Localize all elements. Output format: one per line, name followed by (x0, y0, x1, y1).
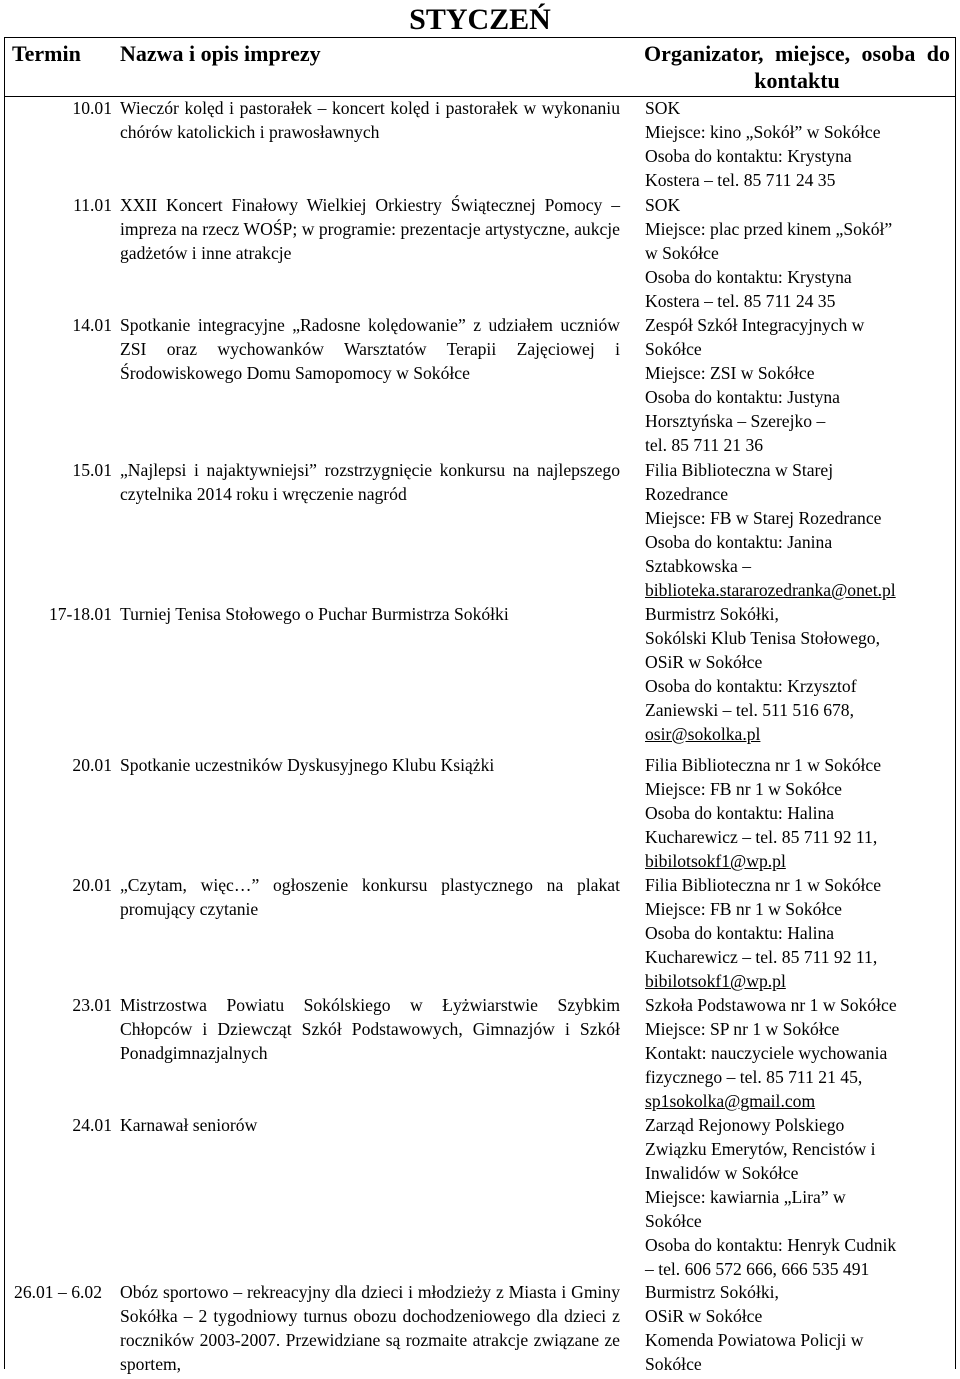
organizer-line: Kucharewicz – tel. 85 711 92 11, (645, 947, 878, 967)
month-title: STYCZEŃ (409, 3, 551, 36)
event-description: Turniej Tenisa Stołowego o Puchar Burmistrza Sokółki (120, 604, 509, 624)
table-row (0, 602, 960, 753)
organizer-line: Sokółce (645, 1354, 702, 1374)
event-description: Spotkanie integracyjne „Radosne kolędowanie” z udziałem uczniów ZSI oraz wychowanków Warsztatów Terapii Zajęciowej i Środowiskowego Domu Samopomocy w Sokółce (120, 315, 620, 383)
event-organizer (645, 313, 953, 457)
event-description: Spotkanie uczestników Dyskusyjnego Klubu Książki (120, 755, 495, 775)
organizer-line: Miejsce: plac przed kinem „Sokół” (645, 219, 893, 239)
organizer-line: w Sokółce (645, 243, 719, 263)
organizer-line: Filia Biblioteczna nr 1 w Sokółce (645, 755, 882, 775)
organizer-line: Osoba do kontaktu: Krystyna (645, 267, 852, 287)
organizer-line: Kostera – tel. 85 711 24 35 (645, 291, 836, 311)
event-organizer (645, 993, 953, 1113)
table-top-border (4, 37, 956, 38)
organizer-line: Zaniewski – tel. 511 516 678, (645, 700, 854, 720)
table-row (0, 1280, 960, 1379)
organizer-line: Osoba do kontaktu: Janina (645, 532, 833, 552)
event-date: 20.01 (72, 755, 112, 775)
event-organizer (645, 96, 953, 192)
table-row (0, 96, 960, 193)
organizer-line: Zarząd Rejonowy Polskiego (645, 1115, 845, 1135)
header-date: Termin (12, 41, 81, 66)
event-organizer (645, 193, 953, 313)
organizer-line: SOK (645, 98, 681, 118)
organizer-line: Sokółce (645, 339, 702, 359)
organizer-line: Miejsce: SP nr 1 w Sokółce (645, 1019, 840, 1039)
table-row (0, 193, 960, 313)
organizer-line: – tel. 606 572 666, 666 535 491 (645, 1259, 870, 1279)
table-row (0, 458, 960, 602)
organizer-email-link[interactable]: osir@sokolka.pl (645, 724, 761, 744)
event-organizer (645, 1280, 953, 1376)
organizer-line: Kostera – tel. 85 711 24 35 (645, 170, 836, 190)
event-organizer (645, 602, 953, 746)
table-row (0, 1113, 960, 1280)
organizer-line: Osoba do kontaktu: Justyna (645, 387, 840, 407)
event-description: „Czytam, więc…” ogłoszenie konkursu plastycznego na plakat promujący czytanie (120, 875, 620, 919)
organizer-line: OSiR w Sokółce (645, 1306, 763, 1326)
organizer-line: Miejsce: FB nr 1 w Sokółce (645, 899, 842, 919)
event-organizer (645, 753, 953, 873)
organizer-email-link[interactable]: sp1sokolka@gmail.com (645, 1091, 816, 1111)
organizer-line: Filia Biblioteczna w Starej (645, 460, 834, 480)
event-description: Obóz sportowo – rekreacyjny dla dzieci i młodzieży z Miasta i Gminy Sokółka – 2 tygodniowy turnus obozu dochodzeniowego dla dzieci z roczników 2003-2007. Przewidziane są rozmaite atrakcje związane ze sportem, (120, 1282, 620, 1374)
organizer-line: Zespół Szkół Integracyjnych w (645, 315, 865, 335)
event-date: 11.01 (73, 195, 112, 215)
event-organizer (645, 458, 953, 602)
organizer-line: Osoba do kontaktu: Halina (645, 803, 835, 823)
event-date: 26.01 – 6.02 (14, 1282, 102, 1302)
organizer-line: tel. 85 711 21 36 (645, 435, 764, 455)
table-row (0, 753, 960, 873)
organizer-line: Horsztyńska – Szerejko – (645, 411, 826, 431)
events-table (0, 96, 960, 1379)
organizer-line: Sokółce (645, 1211, 702, 1231)
organizer-line: Osoba do kontaktu: Halina (645, 923, 835, 943)
event-date: 10.01 (72, 98, 112, 118)
organizer-line: Miejsce: FB w Starej Rozedrance (645, 508, 882, 528)
organizer-line: Rozedrance (645, 484, 729, 504)
organizer-line: Inwalidów w Sokółce (645, 1163, 799, 1183)
table-row (0, 873, 960, 993)
organizer-line: Miejsce: kino „Sokół” w Sokółce (645, 122, 881, 142)
organizer-line: fizycznego – tel. 85 711 21 45, (645, 1067, 863, 1087)
table-row (0, 993, 960, 1113)
header-organizer: Organizator, miejsce, osoba do kontaktu (644, 41, 950, 93)
organizer-line: Miejsce: FB nr 1 w Sokółce (645, 779, 842, 799)
organizer-email-link[interactable]: biblioteka.stararozedranka@onet.pl (645, 580, 896, 600)
organizer-line: Osoba do kontaktu: Krzysztof (645, 676, 857, 696)
organizer-line: Kontakt: nauczyciele wychowania (645, 1043, 888, 1063)
organizer-line: Osoba do kontaktu: Krystyna (645, 146, 852, 166)
event-date: 20.01 (72, 875, 112, 895)
event-description: Karnawał seniorów (120, 1115, 258, 1135)
header-event: Nazwa i opis imprezy (120, 41, 321, 66)
event-organizer (645, 1113, 953, 1281)
event-date: 14.01 (72, 315, 112, 335)
event-date: 15.01 (72, 460, 112, 480)
organizer-line: Kucharewicz – tel. 85 711 92 11, (645, 827, 878, 847)
organizer-line: Filia Biblioteczna nr 1 w Sokółce (645, 875, 882, 895)
organizer-line: Sokólski Klub Tenisa Stołowego, (645, 628, 880, 648)
organizer-line: Miejsce: ZSI w Sokółce (645, 363, 815, 383)
organizer-line: Sztabkowska – (645, 556, 752, 576)
organizer-email-link[interactable]: bibilotsokf1@wp.pl (645, 851, 786, 871)
organizer-email-link[interactable]: bibilotsokf1@wp.pl (645, 971, 786, 991)
organizer-line: Burmistrz Sokółki, (645, 1282, 779, 1302)
event-date: 17-18.01 (48, 604, 112, 624)
event-description: Mistrzostwa Powiatu Sokólskiego w Łyżwiarstwie Szybkim Chłopców i Dziewcząt Szkół Podstawowych, Gimnazjów i Szkół Ponadgimnazjalnych (120, 995, 620, 1063)
organizer-line: Osoba do kontaktu: Henryk Cudnik (645, 1235, 897, 1255)
organizer-line: SOK (645, 195, 681, 215)
organizer-line: Szkoła Podstawowa nr 1 w Sokółce (645, 995, 897, 1015)
event-description: Wieczór kolęd i pastorałek – koncert kolęd i pastorałek w wykonaniu chórów katolickich i prawosławnych (120, 98, 620, 142)
event-date: 23.01 (72, 995, 112, 1015)
organizer-line: Związku Emerytów, Rencistów i (645, 1139, 876, 1159)
organizer-line: Miejsce: kawiarnia „Lira” w (645, 1187, 846, 1207)
event-description: „Najlepsi i najaktywniejsi” rozstrzygnięcie konkursu na najlepszego czytelnika 2014 roku i wręczenie nagród (120, 460, 620, 504)
event-organizer (645, 873, 953, 993)
organizer-line: Burmistrz Sokółki, (645, 604, 779, 624)
event-date: 24.01 (72, 1115, 112, 1135)
event-description: XXII Koncert Finałowy Wielkiej Orkiestry Świątecznej Pomocy – impreza na rzecz WOŚP; w programie: prezentacje artystyczne, aukcje gadżetów i inne atrakcje (120, 195, 620, 263)
organizer-line: Komenda Powiatowa Policji w (645, 1330, 864, 1350)
organizer-line: OSiR w Sokółce (645, 652, 763, 672)
table-row (0, 313, 960, 458)
